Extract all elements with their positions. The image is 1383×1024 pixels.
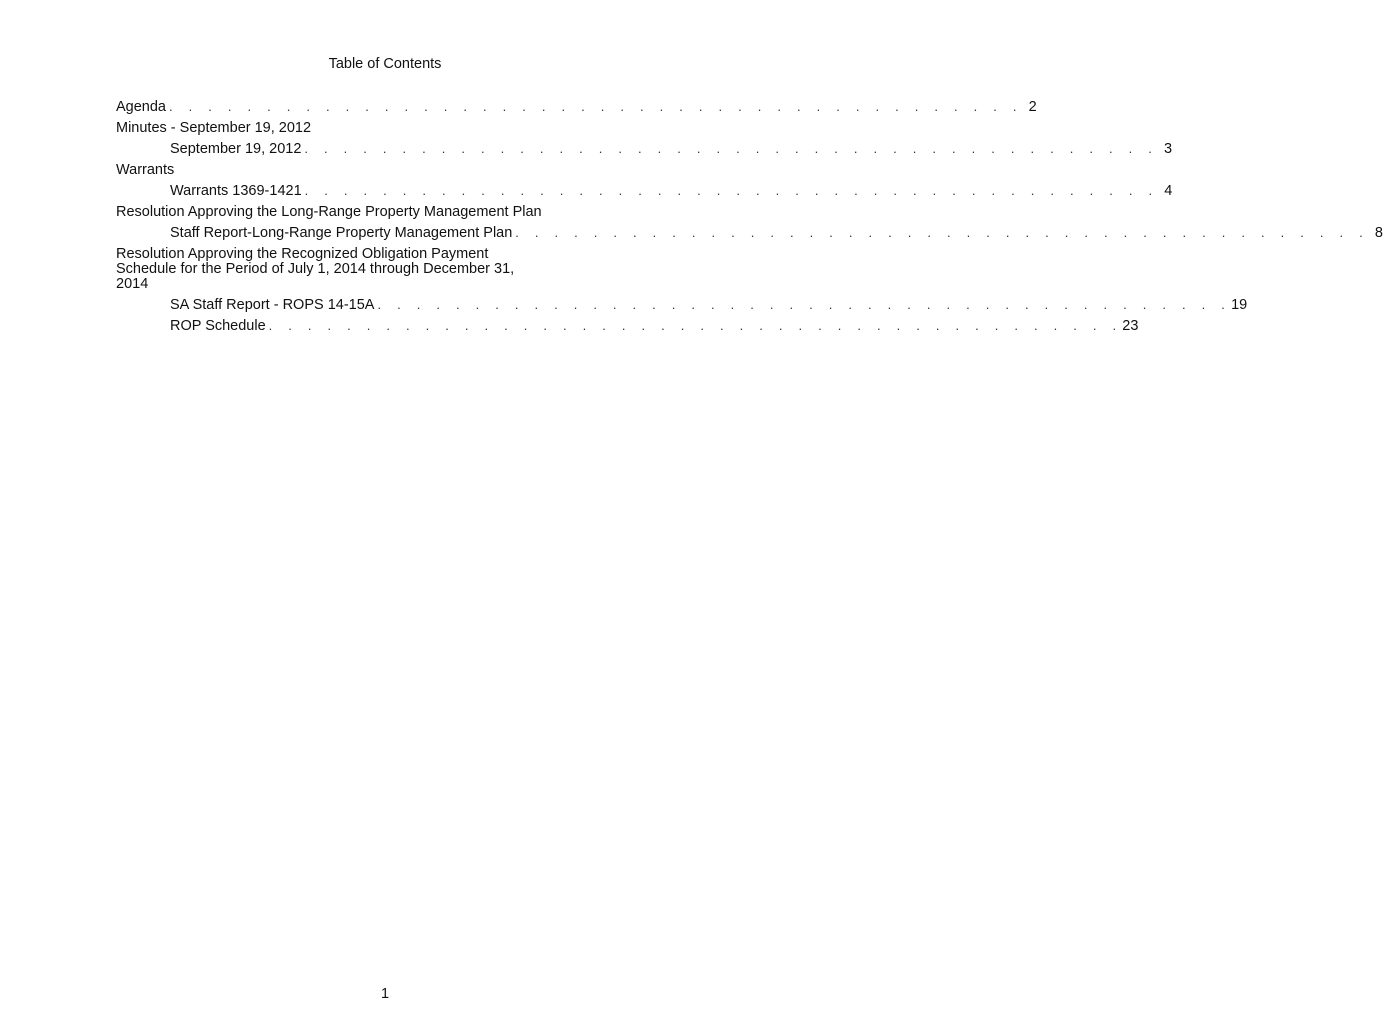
dot-leader: . . . . . . . . . . . . . . . . . . . . . . . . . . . . . . . . . . . . . . . . . . . .: [304, 183, 1159, 198]
toc-entry-label: Staff Report-Long-Range Property Management Plan: [170, 225, 513, 241]
toc-entry-rops-report[interactable]: [116, 295, 1248, 315]
page-title: Table of Contents: [328, 56, 442, 72]
dot-leader: . . . . . . . . . . . . . . . . . . . . . . . . . . . . . . . . . . . . . . . . . . . .: [304, 141, 1159, 156]
toc-entry-page: 19: [1231, 297, 1248, 313]
toc-entry-minutes[interactable]: [116, 139, 1173, 159]
toc-section-heading-property-plan: Resolution Approving the Long-Range Property Management Plan: [116, 204, 542, 220]
toc-section-heading-minutes: Minutes - September 19, 2012: [116, 120, 312, 136]
toc-entry-label: ROP Schedule: [170, 318, 266, 334]
toc-section-heading-rops: Resolution Approving the Recognized Obligation Payment Schedule for the Period of July 1, 2014 through December 31, 2014: [116, 246, 515, 292]
dot-leader: . . . . . . . . . . . . . . . . . . . . . . . . . . . . . . . . . . . . . . . . . . . .: [515, 225, 1369, 240]
page-number: 1: [380, 986, 390, 1002]
toc-entry-warrants[interactable]: [116, 181, 1173, 201]
toc-entry-rop-schedule[interactable]: [116, 316, 1139, 336]
toc-entry-label: Warrants 1369-1421: [170, 183, 302, 199]
dot-leader: . . . . . . . . . . . . . . . . . . . . . . . . . . . . . . . . . . . . . . . . . . . .: [377, 297, 1232, 312]
toc-entry-label: September 19, 2012: [170, 141, 302, 157]
toc-entry-agenda[interactable]: [116, 97, 1037, 117]
toc-entry-page: 4: [1164, 183, 1173, 199]
toc-entry-page: 3: [1163, 141, 1173, 157]
toc-entry-page: 8: [1374, 225, 1383, 241]
toc-entry-label: SA Staff Report - ROPS 14-15A: [170, 297, 375, 313]
toc-section-heading-warrants: Warrants: [116, 162, 175, 178]
toc-entry-property-plan[interactable]: [116, 223, 1383, 243]
dot-leader: . . . . . . . . . . . . . . . . . . . . . . . . . . . . . . . . . . . . . . . . . . . .: [268, 318, 1123, 333]
dot-leader: . . . . . . . . . . . . . . . . . . . . . . . . . . . . . . . . . . . . . . . . . . . .: [169, 99, 1023, 114]
table-of-contents: [116, 97, 1383, 337]
toc-entry-label: Agenda: [116, 99, 166, 115]
toc-entry-page: 2: [1028, 99, 1037, 115]
toc-entry-page: 23: [1122, 318, 1139, 334]
